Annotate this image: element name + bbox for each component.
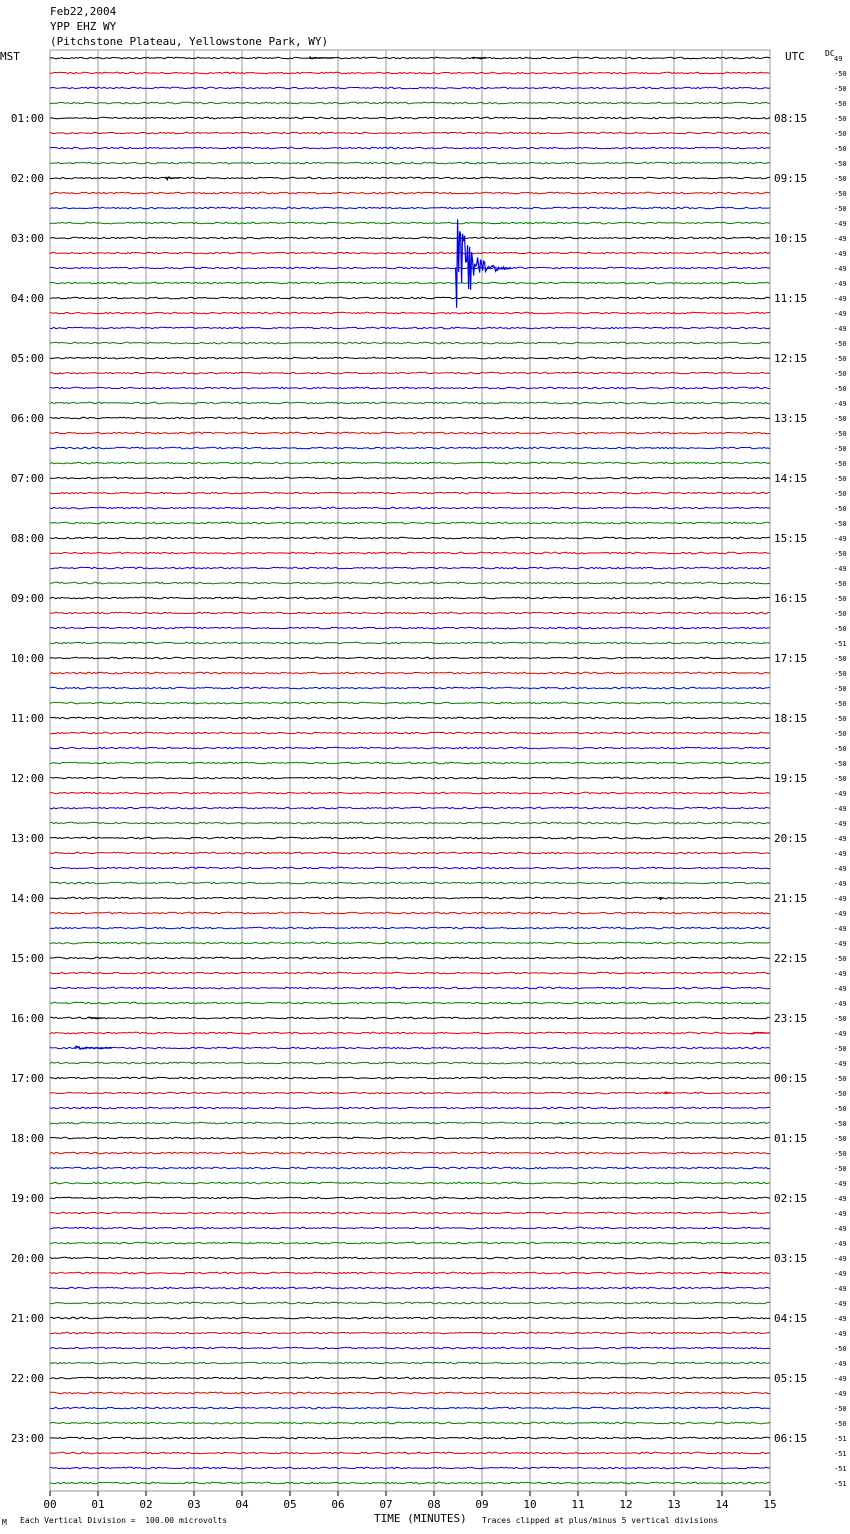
mst-hour-label: 07:00 — [10, 472, 44, 485]
dc-offset-value: -50 — [834, 520, 847, 528]
utc-hour-label: 09:15 — [774, 172, 808, 185]
dc-offset-value: -50 — [834, 730, 847, 738]
trace-92 — [50, 1437, 770, 1439]
mst-axis-title: MST — [0, 50, 20, 63]
trace-28 — [50, 477, 770, 479]
dc-offset-value: -50 — [834, 775, 847, 783]
dc-offset-value: -50 — [834, 205, 847, 213]
trace-59 — [50, 942, 770, 944]
x-tick-label: 02 — [139, 1498, 153, 1511]
mst-hour-label: 14:00 — [10, 892, 44, 905]
mst-hour-label: 13:00 — [10, 832, 44, 845]
dc-offset-value: -50 — [834, 100, 847, 108]
dc-offset-value: -49 — [834, 1060, 847, 1068]
trace-0 — [50, 57, 770, 59]
mst-hour-label: 20:00 — [10, 1252, 44, 1265]
dc-offset-value: -49 — [834, 280, 847, 288]
dc-offset-value: -50 — [834, 1015, 847, 1023]
mst-hour-label: 03:00 — [10, 232, 44, 245]
trace-49 — [50, 792, 770, 794]
dc-offset-value: -50 — [834, 715, 847, 723]
trace-74 — [50, 1167, 770, 1169]
dc-offset-value: -49 — [834, 1360, 847, 1368]
dc-offset-value: -49 — [834, 1285, 847, 1293]
dc-offset-value: -49 — [834, 1255, 847, 1263]
dc-offset-value: -50 — [834, 1165, 847, 1173]
trace-81 — [50, 1272, 770, 1274]
x-tick-label: 01 — [91, 1498, 105, 1511]
mst-hour-label: 01:00 — [10, 112, 44, 125]
trace-61 — [50, 972, 770, 974]
dc-offset-value: -49 — [834, 805, 847, 813]
dc-offset-value: -49 — [834, 940, 847, 948]
dc-offset-value: -50 — [834, 955, 847, 963]
trace-44 — [50, 717, 770, 719]
dc-offset-value: -49 — [834, 535, 847, 543]
trace-32 — [50, 537, 770, 539]
trace-82 — [50, 1287, 770, 1289]
mst-hour-label: 08:00 — [10, 532, 44, 545]
dc-offset-value: -49 — [834, 970, 847, 978]
trace-7 — [50, 162, 770, 164]
trace-25 — [50, 432, 770, 434]
utc-hour-label: 02:15 — [774, 1192, 808, 1205]
corner-mark: M — [2, 1518, 7, 1527]
x-tick-label: 13 — [667, 1498, 681, 1511]
dc-offset-value: -49 — [834, 265, 847, 273]
x-tick-label: 05 — [283, 1498, 297, 1511]
plot-date: Feb22,2004 — [50, 5, 117, 18]
trace-76 — [50, 1197, 770, 1199]
trace-31 — [50, 522, 770, 524]
dc-offset-value: -50 — [834, 580, 847, 588]
trace-66 — [50, 1047, 770, 1049]
trace-79 — [50, 1242, 770, 1244]
trace-8 — [50, 177, 770, 179]
dc-offset-value: -50 — [834, 625, 847, 633]
dc-offset-value: -50 — [834, 655, 847, 663]
dc-offset-value: -49 — [834, 985, 847, 993]
dc-offset-value: -50 — [834, 505, 847, 513]
trace-65 — [50, 1032, 770, 1034]
utc-hour-label: 15:15 — [774, 532, 808, 545]
mst-hour-label: 09:00 — [10, 592, 44, 605]
trace-27 — [50, 462, 770, 464]
trace-80 — [50, 1257, 770, 1259]
dc-offset-value: -51 — [834, 1435, 847, 1443]
dc-offset-value: -49 — [834, 250, 847, 258]
dc-offset-value: -50 — [834, 745, 847, 753]
dc-offset-value: -50 — [834, 1075, 847, 1083]
x-tick-label: 14 — [715, 1498, 729, 1511]
dc-offset-value: -49 — [834, 865, 847, 873]
trace-46 — [50, 747, 770, 749]
trace-36 — [50, 597, 770, 599]
dc-offset-value: -50 — [834, 1345, 847, 1353]
trace-12 — [50, 237, 770, 239]
mst-hour-label: 04:00 — [10, 292, 44, 305]
trace-30 — [50, 507, 770, 509]
mst-hour-label: 15:00 — [10, 952, 44, 965]
mst-hour-label: 23:00 — [10, 1432, 44, 1445]
dc-offset-value: -50 — [834, 340, 847, 348]
event-waveform-7 — [74, 1046, 112, 1049]
trace-47 — [50, 762, 770, 764]
trace-83 — [50, 1302, 770, 1304]
dc-offset-value: -49 — [834, 1225, 847, 1233]
mst-hour-label: 21:00 — [10, 1312, 44, 1325]
x-tick-label: 06 — [331, 1498, 345, 1511]
dc-offset-value: -50 — [834, 70, 847, 78]
x-tick-label: 15 — [763, 1498, 777, 1511]
trace-29 — [50, 492, 770, 494]
scale-note: Each Vertical Division = 100.00 microvolts — [20, 1516, 228, 1525]
dc-offset-value: -49 — [834, 790, 847, 798]
trace-75 — [50, 1182, 770, 1184]
trace-50 — [50, 807, 770, 809]
event-waveform-0 — [309, 57, 333, 59]
event-waveform-3 — [456, 219, 511, 308]
x-tick-label: 10 — [523, 1498, 537, 1511]
trace-24 — [50, 417, 770, 419]
trace-67 — [50, 1062, 770, 1064]
plot-frame — [50, 50, 770, 1491]
dc-offset-value: -50 — [834, 115, 847, 123]
utc-hour-label: 04:15 — [774, 1312, 808, 1325]
trace-33 — [50, 552, 770, 554]
event-waveform-1 — [472, 58, 486, 59]
dc-offset-value: -50 — [834, 85, 847, 93]
trace-93 — [50, 1452, 770, 1454]
x-tick-label: 09 — [475, 1498, 489, 1511]
dc-offset-value: -49 — [834, 895, 847, 903]
trace-91 — [50, 1422, 770, 1424]
dc-label: DC — [825, 49, 835, 58]
dc-offset-value: -50 — [834, 175, 847, 183]
dc-offset-value: -50 — [834, 610, 847, 618]
dc-offset-value: -49 — [834, 925, 847, 933]
trace-34 — [50, 567, 770, 569]
event-waveform-4 — [660, 898, 664, 900]
trace-53 — [50, 852, 770, 854]
trace-2 — [50, 87, 770, 89]
dc-offset-value: -50 — [834, 1405, 847, 1413]
utc-hour-label: 08:15 — [774, 112, 808, 125]
trace-18 — [50, 327, 770, 329]
dc-offset-value: -49 — [834, 220, 847, 228]
trace-77 — [50, 1212, 770, 1214]
dc-offset-value: -49 — [834, 400, 847, 408]
dc-offset-value: -49 — [834, 1315, 847, 1323]
trace-6 — [50, 147, 770, 149]
mst-hour-label: 17:00 — [10, 1072, 44, 1085]
x-tick-label: 11 — [571, 1498, 585, 1511]
x-tick-label: 07 — [379, 1498, 393, 1511]
utc-hour-label: 16:15 — [774, 592, 808, 605]
trace-87 — [50, 1362, 770, 1364]
trace-72 — [50, 1137, 770, 1139]
utc-hour-label: 11:15 — [774, 292, 808, 305]
dc-offset-value: -49 — [834, 1210, 847, 1218]
dc-offset-value: -49 — [834, 1330, 847, 1338]
dc-offset-value: -50 — [834, 685, 847, 693]
dc-offset-value: -50 — [834, 370, 847, 378]
dc-offset-value: 49 — [834, 55, 843, 63]
trace-57 — [50, 912, 770, 914]
trace-78 — [50, 1227, 770, 1229]
dc-offset-value: -50 — [834, 430, 847, 438]
trace-15 — [50, 282, 770, 284]
event-waveform-8 — [664, 1092, 671, 1093]
utc-hour-label: 22:15 — [774, 952, 808, 965]
dc-offset-value: -50 — [834, 190, 847, 198]
trace-63 — [50, 1002, 770, 1004]
utc-hour-label: 03:15 — [774, 1252, 808, 1265]
trace-45 — [50, 732, 770, 734]
dc-offset-value: -50 — [834, 1135, 847, 1143]
dc-offset-value: -49 — [834, 850, 847, 858]
trace-4 — [50, 117, 770, 119]
dc-offset-value: -50 — [834, 445, 847, 453]
dc-offset-value: -49 — [834, 835, 847, 843]
trace-89 — [50, 1392, 770, 1394]
utc-axis-title: UTC — [785, 50, 805, 63]
trace-22 — [50, 387, 770, 389]
trace-51 — [50, 822, 770, 824]
utc-hour-label: 13:15 — [774, 412, 808, 425]
dc-offset-value: -50 — [834, 1090, 847, 1098]
trace-70 — [50, 1107, 770, 1109]
trace-54 — [50, 867, 770, 869]
utc-hour-label: 20:15 — [774, 832, 808, 845]
dc-offset-value: -49 — [834, 910, 847, 918]
trace-60 — [50, 957, 770, 959]
dc-offset-value: -49 — [834, 820, 847, 828]
dc-offset-value: -50 — [834, 670, 847, 678]
utc-hour-label: 17:15 — [774, 652, 808, 665]
trace-19 — [50, 342, 770, 344]
clip-note: Traces clipped at plus/minus 5 vertical divisions — [482, 1516, 719, 1525]
utc-hour-label: 14:15 — [774, 472, 808, 485]
trace-13 — [50, 252, 770, 254]
dc-offset-value: -49 — [834, 1240, 847, 1248]
dc-offset-value: -49 — [834, 325, 847, 333]
trace-20 — [50, 357, 770, 359]
trace-71 — [50, 1122, 770, 1124]
station-location: (Pitchstone Plateau, Yellowstone Park, WY) — [50, 35, 329, 48]
trace-5 — [50, 132, 770, 134]
trace-21 — [50, 372, 770, 374]
dc-offset-value: -50 — [834, 415, 847, 423]
trace-68 — [50, 1077, 770, 1079]
dc-offset-value: -50 — [834, 550, 847, 558]
dc-offset-value: -50 — [834, 475, 847, 483]
dc-offset-value: -50 — [834, 1150, 847, 1158]
mst-hour-label: 18:00 — [10, 1132, 44, 1145]
mst-hour-label: 05:00 — [10, 352, 44, 365]
trace-90 — [50, 1407, 770, 1409]
utc-hour-label: 19:15 — [774, 772, 808, 785]
dc-offset-value: -50 — [834, 1045, 847, 1053]
dc-offset-value: -50 — [834, 1420, 847, 1428]
utc-hour-label: 21:15 — [774, 892, 808, 905]
trace-69 — [50, 1092, 770, 1094]
trace-16 — [50, 297, 770, 299]
mst-hour-label: 06:00 — [10, 412, 44, 425]
dc-offset-value: -49 — [834, 1180, 847, 1188]
dc-offset-value: -49 — [834, 1195, 847, 1203]
utc-hour-label: 01:15 — [774, 1132, 808, 1145]
trace-39 — [50, 642, 770, 644]
mst-hour-label: 02:00 — [10, 172, 44, 185]
dc-offset-value: -50 — [834, 160, 847, 168]
utc-hour-label: 06:15 — [774, 1432, 808, 1445]
dc-offset-value: -50 — [834, 460, 847, 468]
event-waveform-5 — [88, 1017, 102, 1018]
trace-85 — [50, 1332, 770, 1334]
trace-26 — [50, 447, 770, 449]
trace-86 — [50, 1347, 770, 1349]
dc-offset-value: -50 — [834, 760, 847, 768]
x-axis-label: TIME (MINUTES) — [374, 1512, 467, 1525]
trace-41 — [50, 672, 770, 674]
dc-offset-value: -49 — [834, 880, 847, 888]
trace-17 — [50, 312, 770, 314]
dc-offset-value: -50 — [834, 700, 847, 708]
trace-42 — [50, 687, 770, 689]
dc-offset-value: -49 — [834, 1300, 847, 1308]
dc-offset-value: -51 — [834, 1480, 847, 1488]
mst-hour-label: 11:00 — [10, 712, 44, 725]
trace-37 — [50, 612, 770, 614]
trace-73 — [50, 1152, 770, 1154]
station-code: YPP EHZ WY — [50, 20, 117, 33]
trace-35 — [50, 582, 770, 584]
trace-48 — [50, 777, 770, 779]
trace-10 — [50, 207, 770, 209]
trace-55 — [50, 882, 770, 884]
dc-offset-value: -50 — [834, 385, 847, 393]
trace-94 — [50, 1467, 770, 1469]
trace-9 — [50, 192, 770, 194]
dc-offset-value: -49 — [834, 1390, 847, 1398]
utc-hour-label: 23:15 — [774, 1012, 808, 1025]
dc-offset-value: -50 — [834, 1105, 847, 1113]
trace-3 — [50, 102, 770, 104]
dc-offset-value: -49 — [834, 1375, 847, 1383]
dc-offset-value: -49 — [834, 1000, 847, 1008]
dc-offset-value: -49 — [834, 1270, 847, 1278]
trace-43 — [50, 702, 770, 704]
dc-offset-value: -50 — [834, 595, 847, 603]
x-tick-label: 08 — [427, 1498, 441, 1511]
mst-hour-label: 16:00 — [10, 1012, 44, 1025]
x-tick-label: 04 — [235, 1498, 249, 1511]
dc-offset-value: -50 — [834, 145, 847, 153]
trace-38 — [50, 627, 770, 629]
mst-hour-label: 12:00 — [10, 772, 44, 785]
trace-52 — [50, 837, 770, 839]
dc-offset-value: -49 — [834, 565, 847, 573]
utc-hour-label: 05:15 — [774, 1372, 808, 1385]
dc-offset-value: -49 — [834, 295, 847, 303]
x-tick-label: 12 — [619, 1498, 633, 1511]
utc-hour-label: 12:15 — [774, 352, 808, 365]
x-tick-label: 03 — [187, 1498, 201, 1511]
mst-hour-label: 10:00 — [10, 652, 44, 665]
dc-offset-value: -49 — [834, 235, 847, 243]
x-tick-label: 00 — [43, 1498, 57, 1511]
trace-88 — [50, 1377, 770, 1379]
utc-hour-label: 00:15 — [774, 1072, 808, 1085]
trace-23 — [50, 402, 770, 404]
dc-offset-value: -50 — [834, 1120, 847, 1128]
mst-hour-label: 22:00 — [10, 1372, 44, 1385]
trace-58 — [50, 927, 770, 929]
trace-64 — [50, 1017, 770, 1019]
dc-offset-value: -49 — [834, 1030, 847, 1038]
dc-offset-value: -51 — [834, 640, 847, 648]
dc-offset-value: -50 — [834, 355, 847, 363]
trace-11 — [50, 222, 770, 224]
trace-95 — [50, 1482, 770, 1484]
utc-hour-label: 10:15 — [774, 232, 808, 245]
dc-offset-value: -50 — [834, 130, 847, 138]
trace-1 — [50, 72, 770, 74]
trace-62 — [50, 987, 770, 989]
dc-offset-value: -51 — [834, 1465, 847, 1473]
dc-offset-value: -51 — [834, 1450, 847, 1458]
dc-offset-value: -49 — [834, 310, 847, 318]
mst-hour-label: 19:00 — [10, 1192, 44, 1205]
utc-hour-label: 18:15 — [774, 712, 808, 725]
trace-40 — [50, 657, 770, 659]
trace-84 — [50, 1317, 770, 1319]
trace-14 — [50, 267, 770, 269]
dc-offset-value: -50 — [834, 490, 847, 498]
